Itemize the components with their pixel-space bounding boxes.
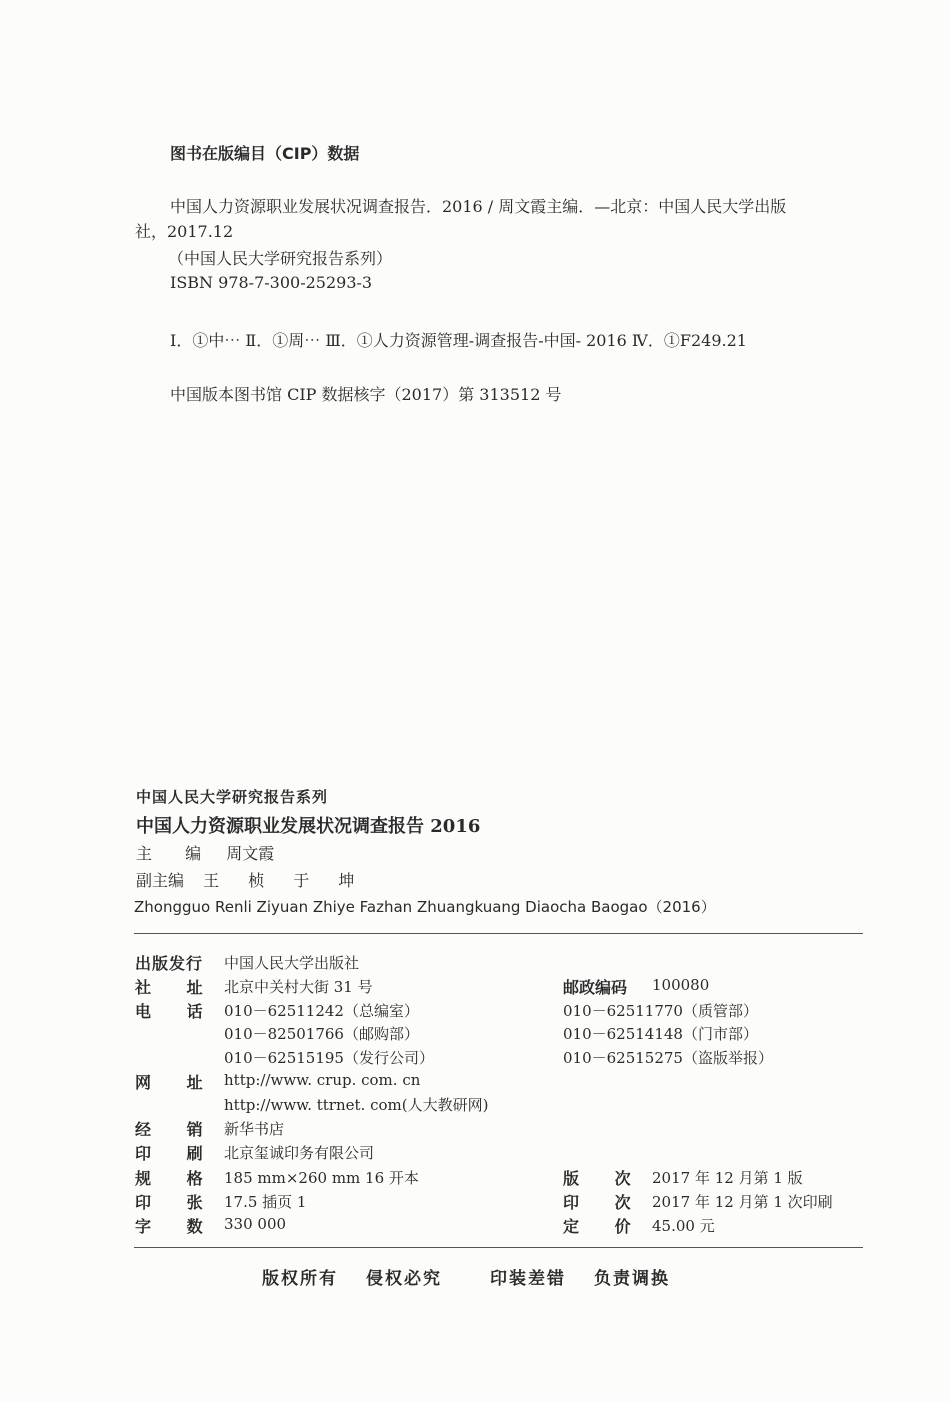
book-title: 中国人力资源职业发展状况调查报告 2016	[136, 816, 481, 837]
format-label: 规 格	[135, 1169, 203, 1188]
copyright-notice	[262, 1264, 670, 1289]
phone-left-2: 010－82501766（邮购部）	[224, 1025, 419, 1043]
printer-value: 北京玺诚印务有限公司	[224, 1144, 375, 1162]
deputy-editor-names: 王 桢 于 坤	[203, 871, 367, 890]
address-value: 北京中关村大街 31 号	[224, 978, 373, 996]
copyright-infringement: 侵权必究	[366, 1269, 442, 1289]
printing-label: 印 次	[563, 1193, 631, 1212]
postcode-label: 邮政编码	[563, 978, 628, 997]
edition-value: 2017 年 12 月第 1 版	[652, 1169, 803, 1187]
edition-label: 版 次	[563, 1169, 631, 1188]
cip-line-1: 中国人力资源职业发展状况调查报告．2016 / 周文霞主编．—北京：中国人民大学出版	[170, 197, 787, 216]
words-value: 330 000	[224, 1215, 287, 1233]
website-2[interactable]: http://www. ttrnet. com(人大教研网)	[224, 1096, 489, 1114]
editor-name: 周文霞	[226, 844, 275, 863]
phone-left-3: 010－62515195（发行公司）	[224, 1049, 434, 1067]
deputy-editor-row	[136, 868, 366, 891]
words-label: 字 数	[135, 1217, 203, 1236]
cip-isbn: ISBN 978-7-300-25293-3	[170, 273, 373, 292]
price-label: 定 价	[563, 1217, 631, 1236]
series-name: 中国人民大学研究报告系列	[136, 788, 329, 806]
pinyin-title: Zhongguo Renli Ziyuan Zhiye Fazhan Zhuangkuang Diaocha Baogao（2016）	[134, 898, 716, 916]
publisher-label: 出版发行	[135, 954, 204, 973]
printer-label: 印 刷	[135, 1144, 203, 1163]
phone-right-1: 010－62511770（质管部）	[563, 1002, 758, 1020]
cip-classification: Ⅰ．①中⋯ Ⅱ．①周⋯ Ⅲ．①人力资源管理-调查报告-中国- 2016 Ⅳ．①F249.21	[170, 331, 747, 350]
distributor-label: 经 销	[135, 1120, 203, 1139]
format-value: 185 mm×260 mm 16 开本	[224, 1169, 419, 1187]
copyright-print-error: 印装差错	[490, 1269, 566, 1289]
cip-number: 中国版本图书馆 CIP 数据核字（2017）第 313512 号	[170, 385, 562, 404]
postcode-value: 100080	[652, 976, 710, 994]
divider-top	[134, 933, 863, 934]
editor-label: 主 编	[136, 844, 216, 863]
sheets-label: 印 张	[135, 1193, 203, 1212]
sheets-value: 17.5 插页 1	[224, 1193, 307, 1211]
price-value: 45.00 元	[652, 1217, 715, 1235]
cip-series: （中国人民大学研究报告系列）	[168, 249, 393, 268]
phone-right-3: 010－62515275（盗版举报）	[563, 1049, 773, 1067]
divider-bottom	[134, 1247, 863, 1248]
website-1[interactable]: http://www. crup. com. cn	[224, 1071, 421, 1089]
copyright-reserved: 版权所有	[262, 1269, 338, 1289]
distributor-value: 新华书店	[224, 1120, 285, 1138]
publisher-value: 中国人民大学出版社	[224, 954, 360, 972]
printing-value: 2017 年 12 月第 1 次印刷	[652, 1193, 833, 1211]
phone-right-2: 010－62514148（门市部）	[563, 1025, 758, 1043]
website-label: 网 址	[135, 1073, 203, 1092]
address-label: 社 址	[135, 978, 203, 997]
cip-heading: 图书在版编目（CIP）数据	[170, 144, 360, 163]
editor-row	[136, 841, 274, 864]
phone-label: 电 话	[135, 1002, 203, 1021]
cip-line-2: 社，2017.12	[135, 222, 234, 241]
phone-left-1: 010－62511242（总编室）	[224, 1002, 419, 1020]
deputy-editor-label: 副主编	[136, 871, 185, 890]
copyright-exchange: 负责调换	[594, 1269, 670, 1289]
